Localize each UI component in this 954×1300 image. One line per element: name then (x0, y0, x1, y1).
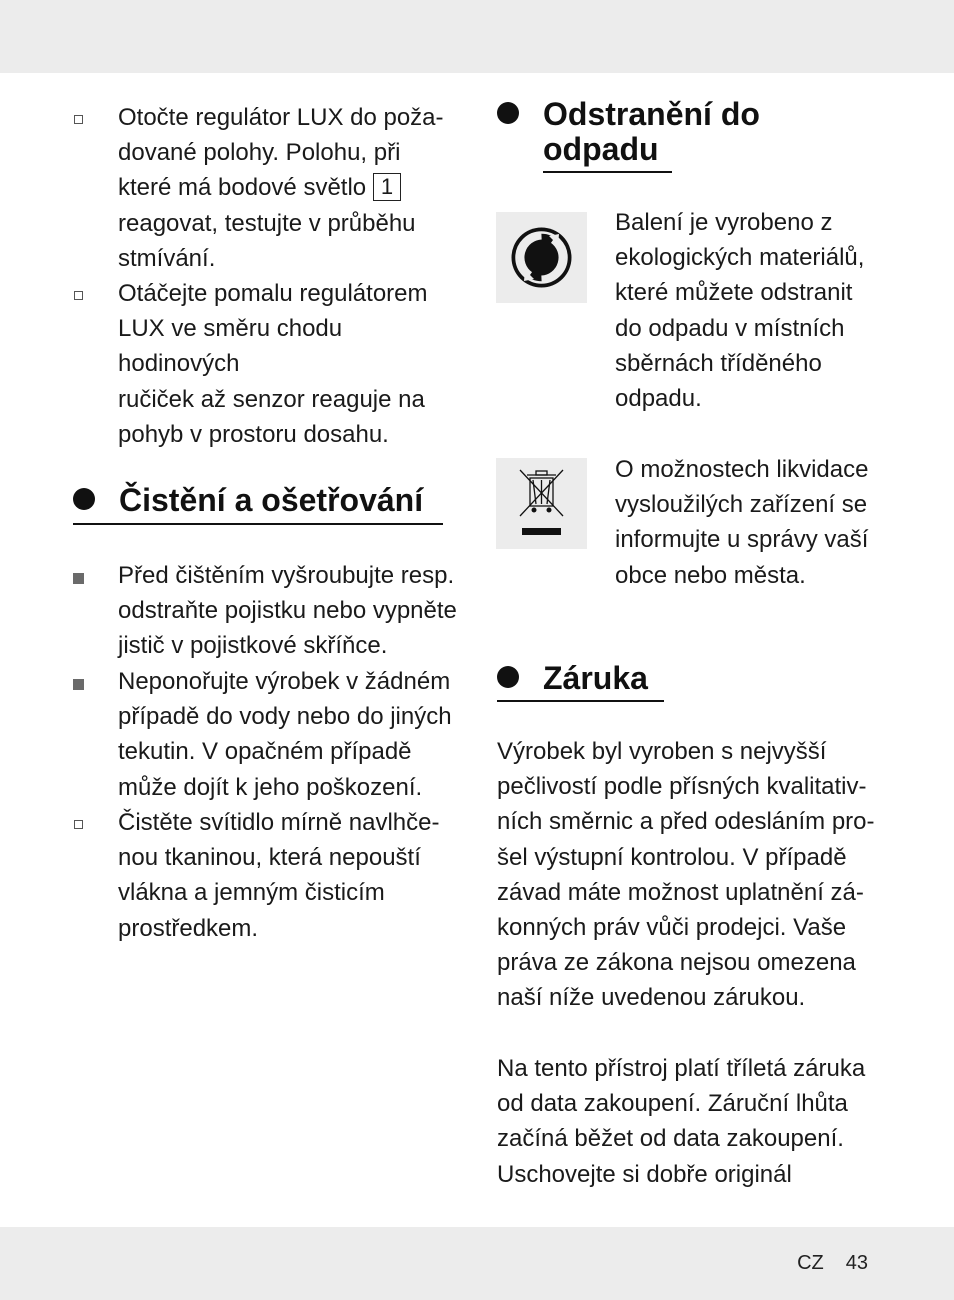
text-line: může dojít k jeho poškození. (118, 773, 423, 801)
filled-bullet (73, 573, 84, 584)
text-line (118, 170, 463, 205)
text-line: dované polohy. Polohu, při (118, 139, 401, 167)
heading-dot-icon (497, 666, 519, 688)
hollow-bullet (74, 291, 83, 300)
heading-text: Záruka (543, 660, 648, 696)
section-heading-warranty (497, 661, 697, 701)
text-line: Balení je vyrobeno z (615, 209, 833, 236)
text-fragment: které má bodové světlo (118, 174, 367, 202)
crossed-out-bin-icon (496, 458, 587, 549)
cleaning-item (118, 558, 463, 664)
heading-dot-icon (73, 488, 95, 510)
heading-text: Čistění a ošetřování (119, 482, 424, 518)
text-line: Před čištěním vyšroubujte resp. (118, 562, 455, 589)
text-line: šel výstupní kontrolou. V případě (497, 843, 847, 871)
top-band (0, 0, 954, 73)
text-line: tekutin. V opačném případě (118, 738, 412, 766)
step-item (118, 100, 463, 276)
heading-underline (497, 700, 664, 702)
recycling-green-dot-icon (496, 212, 587, 303)
section-heading-disposal (497, 97, 817, 172)
page-footer (797, 1252, 868, 1275)
text-line: ních směrnic a před odesláním pro- (497, 808, 875, 836)
text-line: stmívání. (118, 244, 216, 272)
text-line: závad máte možnost uplatnění zá- (497, 878, 864, 906)
text-line: reagovat, testujte v průběhu (118, 209, 416, 237)
text-line: Otáčejte pomalu regulátorem (118, 280, 428, 307)
step-item (118, 276, 463, 452)
text-line: naší níže uvedenou zárukou. (497, 984, 806, 1012)
language-code: CZ (797, 1252, 824, 1274)
text-line: konných práv vůči prodejci. Vaše (497, 914, 847, 942)
text-line: odpadu. (615, 385, 702, 413)
text-line: O možnostech likvidace (615, 456, 869, 483)
reference-number-box: 1 (373, 173, 401, 201)
text-line: do odpadu v místních (615, 314, 845, 342)
hollow-bullet (74, 115, 83, 124)
text-line: pohyb v prostoru dosahu. (118, 420, 389, 448)
hollow-bullet (74, 820, 83, 829)
heading-underline (543, 171, 672, 173)
heading-underline (73, 523, 443, 525)
text-line: ekologických materiálů, (615, 244, 865, 272)
text-line: prostředkem. (118, 914, 259, 942)
text-line: Uschovejte si dobře originál (497, 1160, 792, 1188)
heading-line: Odstranění do (543, 96, 760, 132)
text-line: pečlivostí podle přísných kvalitativ- (497, 773, 867, 801)
text-line: odstraňte pojistku nebo vypněte (118, 597, 457, 625)
text-line: od data zakoupení. Záruční lhůta (497, 1090, 848, 1118)
warranty-paragraph-1 (497, 734, 897, 1016)
text-line: vysloužilých zařízení se (615, 491, 868, 519)
cleaning-item (118, 664, 463, 805)
text-line: vlákna a jemným čisticím (118, 879, 385, 907)
text-line: obce nebo města. (615, 561, 806, 589)
filled-bullet (73, 679, 84, 690)
text-line: nou tkaninou, která nepouští (118, 844, 421, 872)
text-line: práva ze zákona nejsou omezena (497, 949, 856, 977)
text-line: jistič v pojistkové skříňce. (118, 632, 388, 660)
text-line: LUX ve směru chodu hodinových (118, 315, 343, 378)
weee-text (615, 452, 915, 593)
text-line: Neponořujte výrobek v žádném (118, 668, 451, 695)
warranty-paragraph-2 (497, 1051, 897, 1192)
text-line: Čistěte svítidlo mírně navlhče- (118, 809, 440, 836)
text-line: sběrnách tříděného (615, 349, 822, 377)
text-line: informujte u správy vaší (615, 526, 869, 554)
heading-text (543, 97, 760, 167)
heading-line: odpadu (543, 131, 659, 167)
text-line: případě do vody nebo do jiných (118, 703, 452, 731)
packaging-text (615, 205, 915, 416)
text-line: ručiček až senzor reaguje na (118, 385, 425, 413)
text-line: Otočte regulátor LUX do poža- (118, 104, 444, 131)
text-line: začíná běžet od data zakoupení. (497, 1125, 844, 1153)
heading-dot-icon (497, 102, 519, 124)
text-line: Na tento přístroj platí tříletá záruka (497, 1055, 866, 1082)
page-number: 43 (845, 1252, 868, 1274)
text-line: které můžete odstranit (615, 279, 853, 307)
section-heading-cleaning (73, 483, 453, 523)
cleaning-item (118, 805, 463, 946)
text-line: Výrobek byl vyroben s nejvyšší (497, 738, 827, 765)
